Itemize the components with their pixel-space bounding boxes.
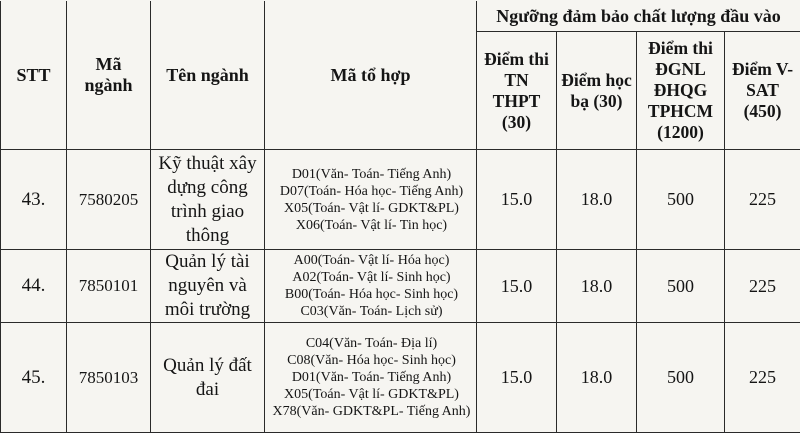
cell-ten-nganh: Quản lý đất đai	[151, 323, 265, 433]
cell-diem-vsat: 225	[725, 150, 800, 250]
header-diem-thi-thpt: Điểm thi TN THPT (30)	[477, 32, 557, 150]
cell-diem-hoc-ba: 18.0	[557, 323, 637, 433]
header-diem-hoc-ba: Điểm học bạ (30)	[557, 32, 637, 150]
cell-diem-thpt: 15.0	[477, 150, 557, 250]
table-row	[1, 323, 800, 433]
header-ma-to-hop: Mã tổ hợp	[265, 1, 477, 150]
cell-ten-nganh: Kỹ thuật xây dựng công trình giao thông	[151, 150, 265, 250]
cell-diem-hoc-ba: 18.0	[557, 250, 637, 323]
combo-line: B00(Toán- Hóa học- Sinh học)	[269, 286, 474, 303]
header-ma-nganh: Mã ngành	[67, 1, 151, 150]
cell-ma-nganh: 7850103	[67, 323, 151, 433]
combo-line: D01(Văn- Toán- Tiếng Anh)	[269, 166, 474, 183]
table-row	[1, 250, 800, 323]
cell-diem-vsat: 225	[725, 323, 800, 433]
header-diem-dgnl: Điểm thi ĐGNL ĐHQG TPHCM (1200)	[637, 32, 725, 150]
cell-ma-to-hop	[265, 250, 477, 323]
cell-diem-dgnl: 500	[637, 323, 725, 433]
cell-diem-dgnl: 500	[637, 250, 725, 323]
cell-diem-vsat: 225	[725, 250, 800, 323]
cell-stt: 43.	[1, 150, 67, 250]
combo-line: A02(Toán- Vật lí- Sinh học)	[269, 269, 474, 286]
cell-ma-to-hop	[265, 150, 477, 250]
combo-line: A00(Toán- Vật lí- Hóa học)	[269, 252, 474, 269]
combo-line: X06(Toán- Vật lí- Tin học)	[269, 217, 474, 234]
header-row-1	[1, 1, 800, 32]
cell-diem-hoc-ba: 18.0	[557, 150, 637, 250]
header-stt: STT	[1, 1, 67, 150]
cell-ma-nganh: 7850101	[67, 250, 151, 323]
combo-line: X78(Văn- GDKT&PL- Tiếng Anh)	[269, 403, 474, 420]
combo-line: X05(Toán- Vật lí- GDKT&PL)	[269, 386, 474, 403]
combo-line: C04(Văn- Toán- Địa lí)	[269, 335, 474, 352]
cell-ma-to-hop	[265, 323, 477, 433]
combo-line: X05(Toán- Vật lí- GDKT&PL)	[269, 200, 474, 217]
page-edge	[0, 0, 800, 1]
combo-line: C03(Văn- Toán- Lịch sử)	[269, 303, 474, 320]
cell-diem-thpt: 15.0	[477, 323, 557, 433]
cell-ma-nganh: 7580205	[67, 150, 151, 250]
combo-line: C08(Văn- Hóa học- Sinh học)	[269, 352, 474, 369]
cell-stt: 45.	[1, 323, 67, 433]
combo-line: D07(Toán- Hóa học- Tiếng Anh)	[269, 183, 474, 200]
cell-stt: 44.	[1, 250, 67, 323]
header-diem-vsat: Điểm V-SAT (450)	[725, 32, 800, 150]
cell-diem-dgnl: 500	[637, 150, 725, 250]
header-ten-nganh: Tên ngành	[151, 1, 265, 150]
table-row	[1, 150, 800, 250]
combo-line: D01(Văn- Toán- Tiếng Anh)	[269, 369, 474, 386]
header-nguong-dam-bao: Ngưỡng đảm bảo chất lượng đầu vào	[477, 1, 800, 32]
cell-diem-thpt: 15.0	[477, 250, 557, 323]
cell-ten-nganh: Quản lý tài nguyên và môi trường	[151, 250, 265, 323]
